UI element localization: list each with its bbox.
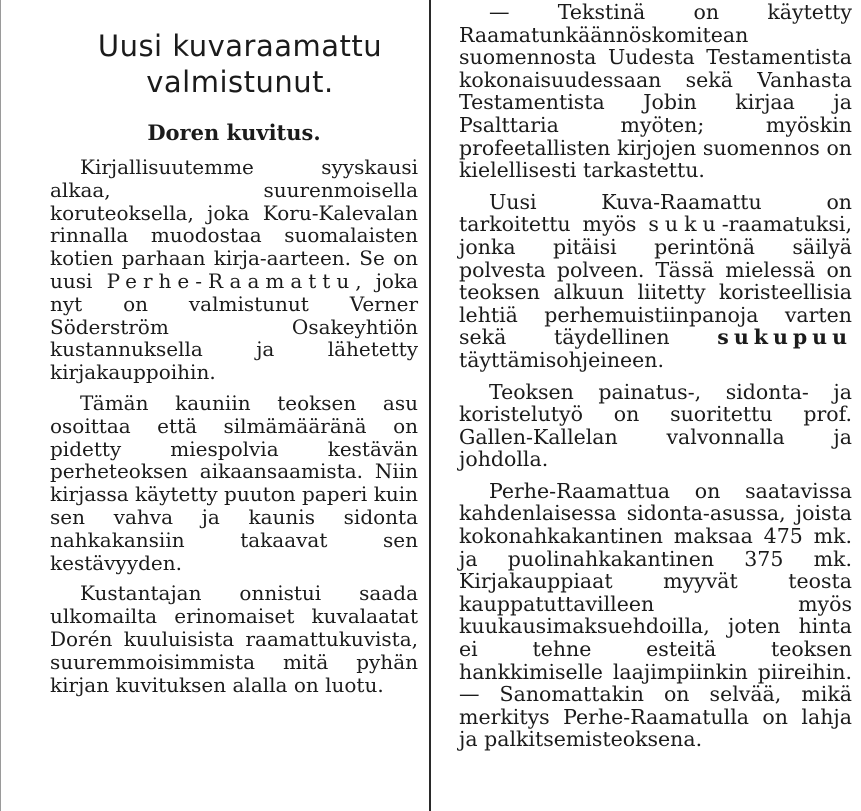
- article-title: [70, 28, 410, 100]
- left-p1-text-a: Kirjallisuutemme syyskausi alkaa, suurenmoisella koruteoksella, joka Koru-Kalevalan rinnalla muodostaa suomalaisten kotien parhaan kirja-aarteen. Se on uusi: [50, 155, 418, 293]
- article-subtitle: Doren kuvitus.: [147, 120, 321, 145]
- left-p1-spaced-term: Perhe-Raamattu: [106, 268, 356, 293]
- page-edge-rule: [0, 0, 1, 811]
- right-paragraph-3: Teoksen painatus-, sidonta- ja koristelutyö on suoritettu prof. Gallen-Kallelan valvonnalla ja johdolla.: [459, 379, 852, 472]
- right-p2-text-c: täyttämisohjeineen.: [459, 347, 665, 372]
- title-line-1: Uusi kuvaraamattu: [97, 29, 383, 63]
- right-column: [459, 0, 852, 760]
- left-paragraph-2: Tämän kauniin teoksen asu osoittaa että silmämääränä on pidetty miespolvia kestävän perheteoksen aikaansaamista. Niin kirjassa käytetty puuton paperi kuin sen vahva ja kaunis sidonta nahkakansiin takaavat sen kestävyyden.: [50, 390, 418, 575]
- right-paragraph-4: Perhe-Raamattua on saatavissa kahdenlaisessa sidonta-asussa, joista kokonahkakantinen maksaa 475 mk. ja puolinahkakantinen 375 mk. Kirjakauppiaat myyvät teosta kauppatuttavilleen myös kuukausimaksuehdoilla, joten hinta ei tehne esteitä teoksen hankkimiselle laajimpiinkin piireihin. — Sanomattakin on selvää, mikä merkitys Perhe-Raamatulla on lahja ja palkitsemisteoksena.: [459, 478, 852, 752]
- left-paragraph-1: [50, 156, 418, 384]
- right-p2-spaced-term-2: sukupuu: [717, 325, 852, 350]
- right-p2-text-a: Uusi Kuva-Raamattu on tarkoitettu myös: [459, 189, 852, 237]
- left-paragraph-3: Kustantajan onnistui saada ulkomailta erinomaiset kuvalaatat Dorén kuuluisista raamattukuvista, suuremmoisimmista mitä pyhän kirjan kuvituksen alalla on luotu.: [50, 581, 418, 697]
- title-line-2: valmistunut.: [146, 65, 334, 99]
- column-divider: [429, 0, 431, 811]
- right-paragraph-2: [459, 191, 852, 372]
- right-paragraph-1: — Tekstinä on käytetty Raamatunkäännöskomitean suomennosta Uudesta Testamentista kokonaisuudessaan sekä Vanhasta Testamentista Jobin kirjaa ja Psalttaria myöten; myöskin profeetallisten kirjojen suomennos on kielellisesti tarkastettu.: [459, 0, 852, 183]
- left-column: [50, 0, 418, 704]
- right-p2-text-b: -raamatuksi, jonka pitäisi perintönä säilyä polvesta polveen. Tässä mielessä on teoksen alkuun liitetty koristeellisia lehtiä perhemuistiinpanoja varten sekä täydellinen: [459, 212, 852, 350]
- right-p2-spaced-term: suku: [648, 212, 722, 237]
- left-p1-text-b: , joka nyt on valmistunut Verner Söderström Osakeyhtiön kustannuksella ja lähetetty kirjakauppoihin.: [50, 268, 419, 385]
